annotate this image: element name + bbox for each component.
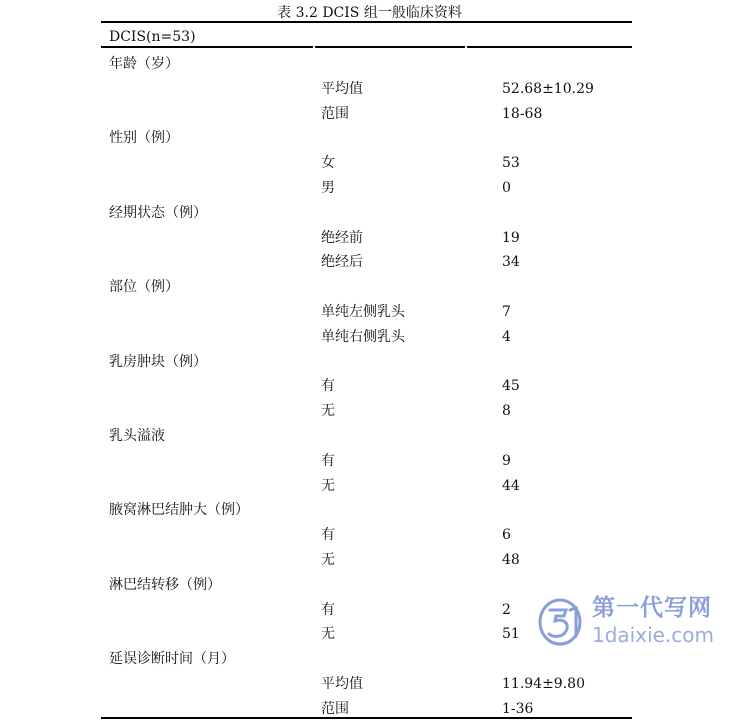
row-item: 无 (321, 403, 335, 420)
table-row (0, 154, 739, 178)
row-item: 有 (321, 601, 335, 618)
table-row (0, 402, 739, 426)
row-category: 经期状态（例） (109, 204, 207, 221)
row-category: 乳房肿块（例） (109, 353, 207, 370)
row-item: 有 (321, 452, 335, 469)
row-value: 48 (502, 552, 520, 568)
table-top-rule (101, 21, 632, 23)
row-category: 延误诊断时间（月） (109, 651, 235, 668)
row-value: 34 (502, 254, 520, 271)
row-category: 淋巴结转移（例） (109, 576, 221, 593)
table-row (0, 278, 739, 302)
table-caption: 表 3.2 DCIS 组一般临床资料 (277, 5, 462, 21)
table-row (0, 700, 739, 724)
table-row (0, 80, 739, 104)
watermark-url: 1daixie.com (592, 623, 715, 647)
row-value: 8 (502, 403, 511, 420)
row-item: 平均值 (321, 80, 363, 97)
row-category: 乳头溢液 (109, 428, 165, 444)
row-value: 19 (502, 229, 520, 246)
table-row (0, 551, 739, 575)
row-value: 2 (502, 601, 511, 618)
row-item: 无 (321, 552, 335, 568)
watermark-logo-icon (536, 596, 586, 646)
row-value: 4 (502, 328, 511, 345)
table-header-dcis: DCIS(n=53) (109, 29, 196, 45)
table-header-rule (101, 46, 632, 48)
table-row (0, 452, 739, 476)
row-value: 52.68±10.29 (502, 80, 594, 97)
row-item: 女 (321, 155, 335, 172)
row-item: 平均值 (321, 676, 363, 692)
table-row (0, 328, 739, 352)
table-row (0, 129, 739, 153)
row-value: 45 (502, 378, 520, 395)
table-row (0, 55, 739, 79)
watermark (536, 594, 732, 652)
row-value: 7 (502, 304, 511, 320)
row-value: 1-36 (502, 700, 534, 717)
table-row (0, 353, 739, 377)
table-row (0, 427, 739, 451)
table-row (0, 501, 739, 525)
row-item: 范围 (321, 105, 349, 122)
row-item: 单纯左侧乳头 (321, 304, 405, 320)
table-row (0, 650, 739, 674)
row-value: 18-68 (502, 105, 543, 122)
row-value: 9 (502, 452, 511, 469)
row-value: 11.94±9.80 (502, 676, 585, 692)
row-value: 51 (502, 626, 520, 643)
row-category: 年龄（岁） (109, 56, 179, 72)
table-row (0, 303, 739, 327)
table-row (0, 105, 739, 129)
watermark-title: 第一代写网 (592, 595, 712, 621)
table-row (0, 253, 739, 277)
row-item: 绝经前 (321, 229, 363, 246)
row-category: 部位（例） (109, 279, 179, 296)
row-item: 男 (321, 180, 335, 196)
row-item: 单纯右侧乳头 (321, 328, 405, 345)
row-category: 腋窝淋巴结肿大（例） (109, 502, 249, 519)
row-item: 范围 (321, 700, 349, 717)
row-value: 44 (502, 477, 520, 494)
table-row (0, 229, 739, 253)
table-row (0, 204, 739, 228)
row-item: 绝经后 (321, 254, 363, 271)
table-row (0, 675, 739, 699)
table-bottom-rule (101, 717, 632, 719)
row-category: 性别（例） (109, 130, 179, 147)
row-item: 有 (321, 378, 335, 395)
table-row (0, 179, 739, 203)
table-row (0, 377, 739, 401)
row-item: 无 (321, 626, 335, 643)
table-row (0, 477, 739, 501)
row-value: 6 (502, 527, 511, 544)
row-value: 53 (502, 155, 520, 172)
row-item: 无 (321, 477, 335, 494)
row-item: 有 (321, 527, 335, 544)
table-row (0, 526, 739, 550)
row-value: 0 (502, 180, 511, 196)
